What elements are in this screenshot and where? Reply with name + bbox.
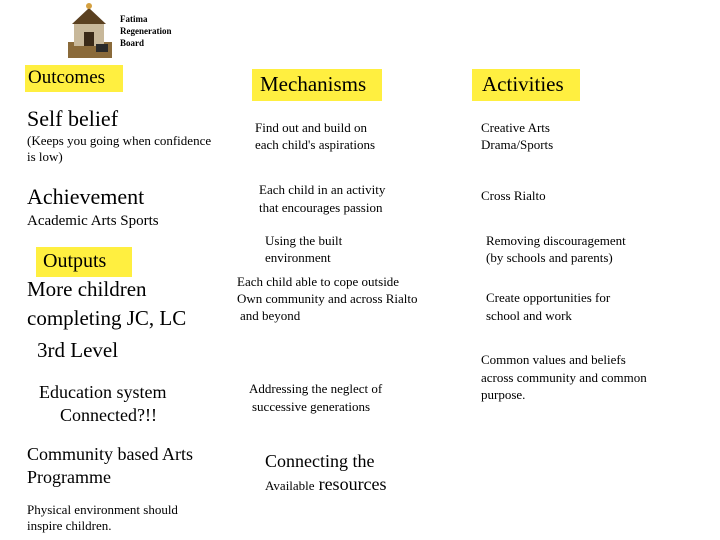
mechanism-3-line2: environment <box>265 250 331 265</box>
activity-5-line1: Common values and beliefs <box>481 352 626 367</box>
mechanism-2-line1: Each child in an activity <box>259 182 386 197</box>
activity-1-line1: Creative Arts <box>481 120 550 135</box>
mechanism-6-small: Available <box>265 478 315 493</box>
activity-4-line1: Create opportunities for <box>486 290 611 305</box>
education-line1: Education system <box>39 382 167 402</box>
activity-4-line2: school and work <box>486 308 572 323</box>
logo-line: Regeneration <box>120 26 172 37</box>
physical-env-line1: Physical environment should <box>27 502 178 517</box>
mechanism-2-line2: that encourages passion <box>259 200 383 215</box>
physical-env-line2: inspire children. <box>27 518 112 533</box>
logo-line: Board <box>120 38 145 49</box>
mechanism-1-line1: Find out and build on <box>255 120 367 135</box>
activity-2: Cross Rialto <box>481 188 546 203</box>
outcomes-header: Outcomes <box>25 65 123 92</box>
achievement-sub: Academic Arts Sports <box>27 213 159 229</box>
mechanism-6-line1: Connecting the <box>265 451 375 471</box>
self-belief-heading: Self belief <box>27 106 119 131</box>
logo-text <box>120 13 172 49</box>
outputs-line2: completing JC, LC <box>27 306 187 330</box>
mechanism-6-big: resources <box>318 474 387 494</box>
activity-5-line3: purpose. <box>481 387 526 402</box>
mechanism-1-line2: each child's aspirations <box>255 137 376 152</box>
mechanism-5-line2: successive generations <box>252 399 371 414</box>
activities-header: Activities <box>472 69 580 101</box>
education-line2: Connected?!! <box>60 405 157 425</box>
outputs-line1: More children <box>27 277 147 301</box>
self-belief-note-line2: is low) <box>27 149 63 164</box>
activity-1-line2: Drama/Sports <box>481 137 554 152</box>
community-house-icon <box>66 2 114 60</box>
community-arts-line1: Community based Arts <box>27 444 193 464</box>
mechanism-4-line3: and beyond <box>240 308 301 323</box>
self-belief-note-line1: (Keeps you going when confidence <box>27 133 212 148</box>
community-arts-line2: Programme <box>27 467 111 487</box>
mechanism-4-line2: Own community and across Rialto <box>237 291 418 306</box>
outputs-line3: 3rd Level <box>37 338 119 362</box>
activity-3-line1: Removing discouragement <box>486 233 626 248</box>
mechanism-5-line1: Addressing the neglect of <box>249 381 383 396</box>
outputs-header: Outputs <box>36 247 132 277</box>
mechanism-4-line1: Each child able to cope outside <box>237 274 400 289</box>
mechanism-3-line1: Using the built <box>265 233 343 248</box>
logo-line: Fatima <box>120 14 148 24</box>
activity-3-line2: (by schools and parents) <box>486 250 613 265</box>
mechanism-6-line2 <box>265 474 387 495</box>
achievement-heading: Achievement <box>27 184 145 209</box>
mechanisms-header: Mechanisms <box>252 69 382 101</box>
activity-5-line2: across community and common <box>481 370 647 385</box>
